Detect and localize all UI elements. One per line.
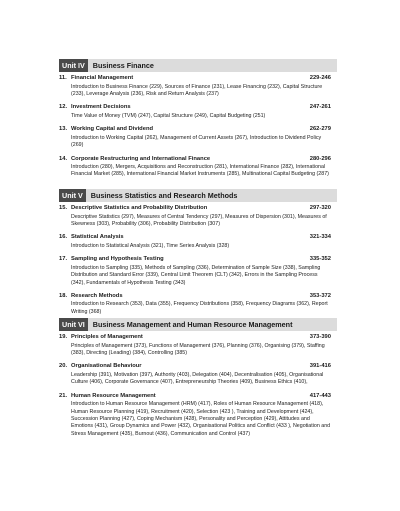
chapter-number: 11.	[59, 75, 67, 81]
chapter-topics: Introduction (280), Mergers, Acquisitions and Reconstruction (281), International Finance (282), International Financial Market (285), International Financial Market Instruments (285), Multinational Capital Budgeting (287)	[71, 164, 329, 178]
chapter-topics: Principles of Management (373), Functions of Management (376), Planning (376), Organising (379), Staffing (383), Directing (Leading) (384), Controlling (385)	[71, 342, 325, 356]
unit-title: Business Management and Human Resource Management	[92, 320, 293, 329]
chapter-topics: Descriptive Statistics (297), Measures of Central Tendency (297), Measures of Dispersion (301), Measures of Skewness (303), Probability (306), Probability Distribution (307)	[71, 213, 327, 227]
chapter-title: Research Methods	[71, 292, 123, 299]
chapter-entry	[59, 256, 331, 287]
chapter-number: 19.	[59, 334, 68, 340]
chapter-topics: Introduction to Statistical Analysis (321), Time Series Analysis (328)	[71, 242, 230, 249]
chapter-entry	[59, 205, 331, 228]
unit-header	[59, 318, 337, 331]
chapter-topics: Introduction to Working Capital (262), Management of Current Assets (267), Introduction to Dividend Policy (269)	[71, 134, 322, 149]
chapter-number: 21.	[59, 392, 68, 399]
chapter-pages: 391-416	[309, 363, 331, 370]
chapter-entry	[59, 293, 331, 316]
chapter-topics: Introduction to Human Resource Management (HRM) (417), Roles of Human Resource Management (418), Human Resource Planning (419), Recruitment (420), Selection (423 ), Training and Development (424), Succession Planning (427), Coping Mechanism (428), Personality and Perception (429), Attitudes and Emotions (431), Group Dynamics and Power (432), Organisational Politics and Conflict (433 ), Negotiation and Stress Management (435), Burnout (436), Communication and Control (437)	[71, 401, 331, 437]
chapter-pages: 321-334	[309, 234, 331, 241]
chapter-entry	[59, 104, 331, 120]
chapter-pages: 262-279	[309, 126, 331, 133]
chapter-number: 20.	[59, 363, 68, 370]
chapter-entry	[59, 334, 331, 357]
chapter-number: 17.	[59, 256, 68, 263]
chapter-entry	[59, 363, 331, 386]
chapter-title: Financial Management	[71, 75, 134, 81]
chapter-title: Investment Decisions	[71, 104, 131, 111]
chapter-pages: 335-352	[309, 256, 331, 263]
unit-tag: Unit VI	[59, 318, 88, 331]
chapter-entry	[59, 75, 331, 98]
chapter-pages: 373-390	[309, 334, 331, 340]
chapter-list	[59, 75, 331, 185]
chapter-topics: Leadership (391), Motivation (397), Authority (403), Delegation (404), Decentralisation (405), Organisational Culture (406), Corporate Governance (407), Entrepreneurship Theories (409), Business Ethics (410),	[71, 371, 324, 386]
unit-header	[59, 59, 337, 72]
chapter-number: 16.	[59, 234, 68, 241]
chapter-topics: Time Value of Money (TVM) (247), Capital Structure (249), Capital Budgeting (251)	[71, 112, 266, 119]
chapter-list	[59, 205, 331, 322]
chapter-title: Sampling and Hypothesis Testing	[71, 256, 164, 263]
chapter-title: Corporate Restructuring and International Finance	[71, 155, 211, 162]
unit-title: Business Statistics and Research Methods	[90, 191, 238, 200]
chapter-pages: 417-443	[309, 392, 331, 399]
chapter-topics: Introduction to Research (353), Data (355), Frequency Distributions (358), Frequency Diagrams (362), Report Writing (368)	[71, 301, 328, 315]
chapter-entry	[59, 156, 331, 179]
chapter-pages: 297-320	[309, 205, 331, 211]
chapter-topics: Introduction to Business Finance (229), Sources of Finance (231), Lease Financing (232), Capital Structure (233), Leverage Analysis (236), Risk and Return Analysis (237)	[71, 83, 323, 97]
chapter-number: 13.	[59, 126, 68, 133]
unit-header	[59, 189, 337, 202]
chapter-pages: 280-296	[309, 155, 331, 162]
unit-tag: Unit V	[59, 189, 86, 202]
chapter-number: 14.	[59, 155, 68, 162]
chapter-entry	[59, 393, 331, 439]
chapter-pages: 247-261	[309, 104, 331, 111]
chapter-pages: 229-246	[309, 75, 331, 81]
chapter-entry	[59, 126, 331, 149]
chapter-number: 18.	[59, 292, 68, 299]
chapter-title: Statistical Analysis	[71, 234, 124, 241]
chapter-title: Organisational Behaviour	[71, 363, 142, 370]
chapter-pages: 353-372	[309, 292, 331, 299]
unit-tag: Unit IV	[59, 59, 88, 72]
chapter-number: 12.	[59, 104, 68, 111]
unit-title: Business Finance	[92, 61, 154, 70]
chapter-list	[59, 334, 331, 444]
chapter-title: Principles of Management	[71, 334, 143, 340]
chapter-title: Human Resource Management	[71, 392, 156, 399]
chapter-entry	[59, 234, 331, 250]
chapter-topics: Introduction to Sampling (335), Methods of Sampling (336), Determination of Sample Size (338), Sampling Distribution and Standard Error (339), Central Limit Theorem (CLT) (342), Errors in the Sampling Process (342), Fundamentals of Hypothesis Testing (343)	[71, 264, 321, 286]
chapter-number: 15.	[59, 205, 68, 211]
chapter-title: Working Capital and Dividend	[71, 126, 154, 133]
chapter-title: Descriptive Statistics and Probability Distribution	[71, 205, 208, 211]
